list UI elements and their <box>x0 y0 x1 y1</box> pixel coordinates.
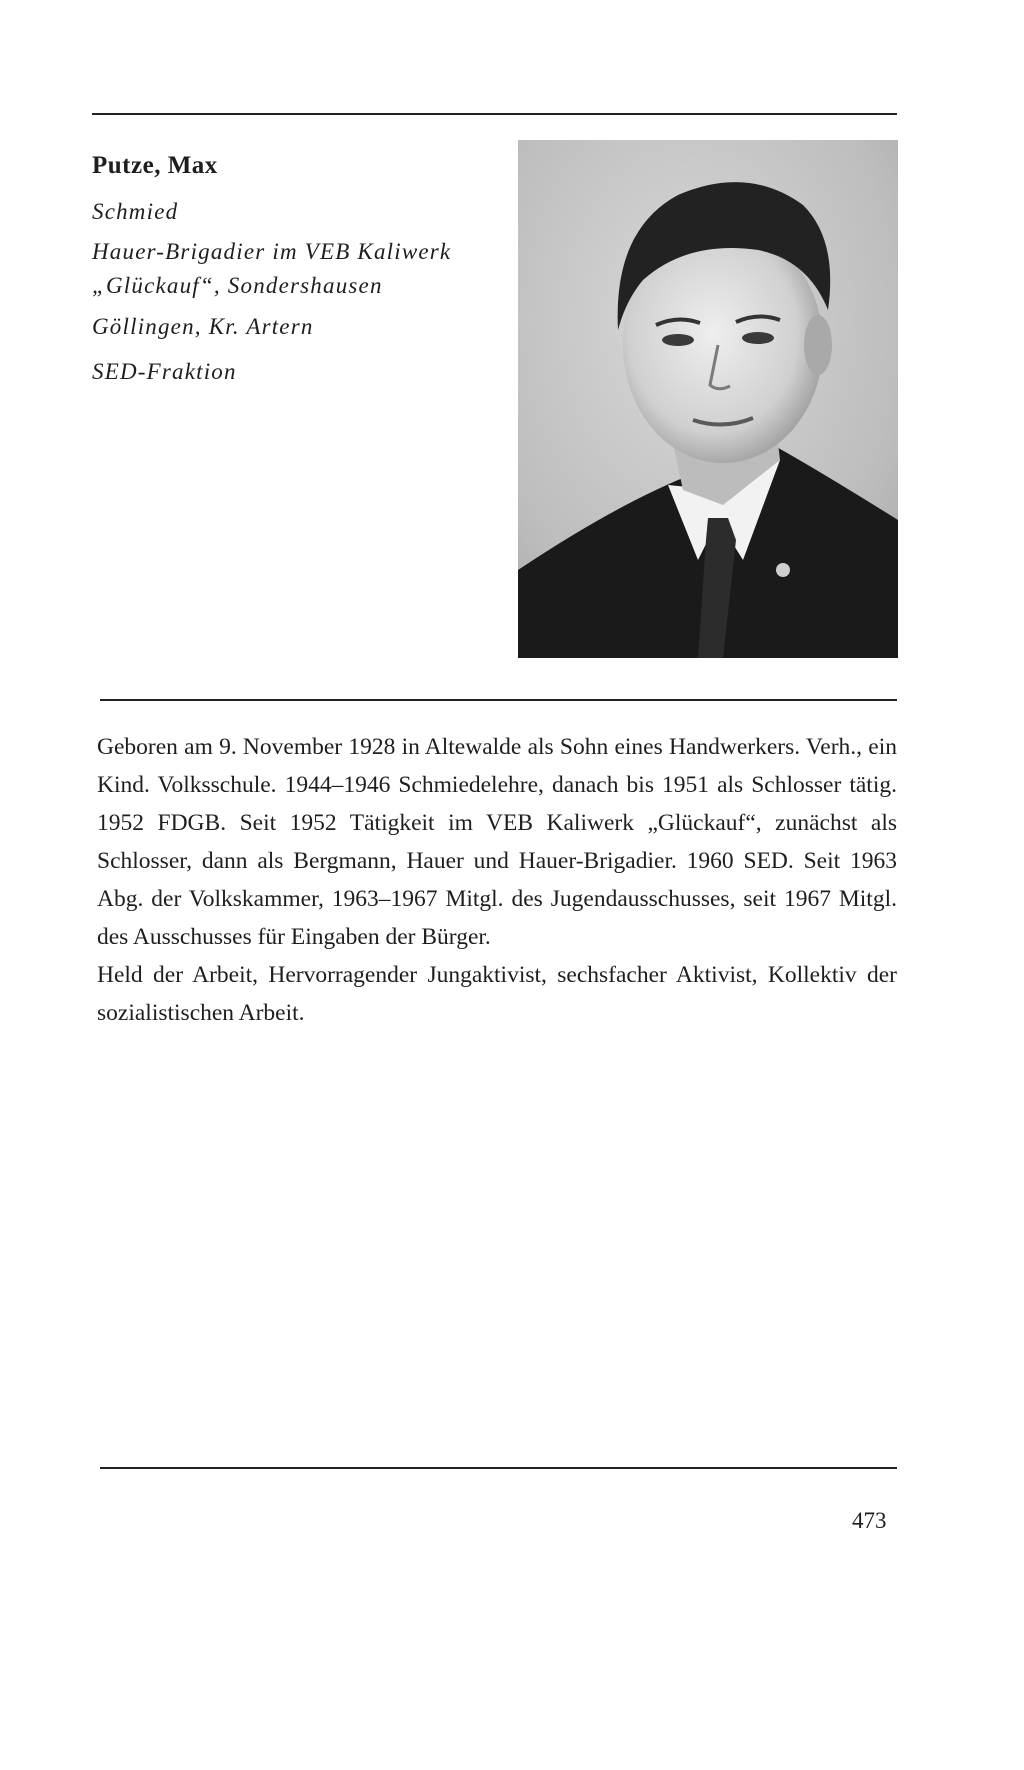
biography-paragraph: Geboren am 9. November 1928 in Altewalde als Sohn eines Handwerkers. Verh., ein Kind. Volksschule. 1944–1946 Schmiedelehre, danach bis 1951 als Schlosser tätig. 1952 FDGB. Seit 1952 Tätigkeit im VEB Kaliwerk „Glückauf“, zunächst als Schlosser, dann als Bergmann, Hauer und Hauer-Brigadier. 1960 SED. Seit 1963 Abg. der Volkskammer, 1963–1967 Mitgl. des Jugendausschusses, seit 1967 Mitgl. des Ausschusses für Eingaben der Bürger. <box>97 734 897 950</box>
top-rule <box>92 113 897 115</box>
bottom-rule <box>100 1467 897 1469</box>
biography <box>97 728 897 1032</box>
middle-rule <box>100 699 897 701</box>
entry-occupation: Schmied <box>92 199 179 224</box>
portrait-photo <box>518 140 898 658</box>
entry-name: Putze, Max <box>92 152 218 179</box>
entry-faction: SED-Fraktion <box>92 359 237 384</box>
biography-awards: Held der Arbeit, Hervorragender Jungaktivist, sechsfacher Aktivist, Kollektiv der sozialistischen Arbeit. <box>97 962 897 1026</box>
page-number: 473 <box>852 1508 887 1533</box>
entry-position: Hauer-Brigadier im VEB Kaliwerk „Glückauf“, Sondershausen <box>92 239 452 298</box>
entry-location: Göllingen, Kr. Artern <box>92 314 314 339</box>
